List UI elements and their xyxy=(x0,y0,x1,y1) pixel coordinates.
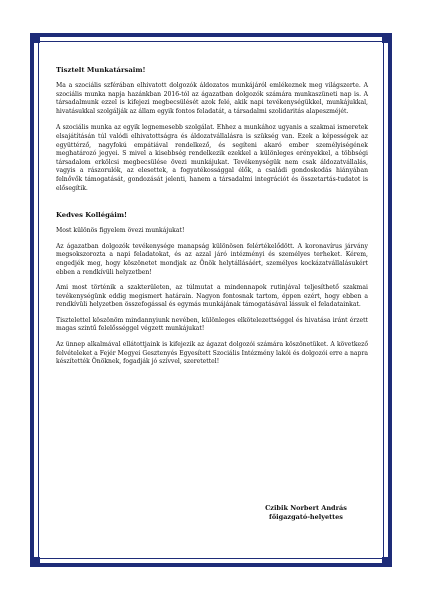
paragraph: A szociális munka az egyik legnemesebb szolgálat. Ehhez a munkához ugyanis a szakmai ismeretek elsajátításán túl valódi elhivatottságra és áldozatvállalásra is szükség van. Ezek a képességek az együttérző, nagyfokú empátiával rendelkező, és segíteni akaró ember személyiségének meghatározó jegyei. S mivel a kisebbség rendelkezik ezekkel a különleges erényekkel, a többségi társadalom erkölcsi megbecsülése övezi munkájukat. Tevékenységük nem csak áldozatvállalás, vagyis a rászorulók, az elesettek, a fogyatékossággal élők, a családi gondoskodás hiányában felnővők támogatását, gondozását jelenti, hanem a társadalmi integrációt és összetartás-tudatot is elősegítik. xyxy=(56,124,368,192)
signature-block xyxy=(258,504,354,522)
paragraph: Ma a szociális szférában elhivatott dolgozók áldozatos munkájáról emlékeznek meg világszerte. A szociális munka napja hazánkban 2016-tól az ágazatban dolgozók számára munkaszüneti nap is. A társadalmunk ezzel is kifejezi megbecsülését azok felé, akik napi tevékenységükkel, munkájukkal, hivatásukkal szolgálják az állam egyik fontos feladatát, a társadalmi szolidaritás alapeszméjét. xyxy=(56,82,368,115)
corner-ornament xyxy=(382,557,392,567)
corner-ornament xyxy=(30,557,40,567)
greeting: Tisztelt Munkatársaim! xyxy=(56,66,146,74)
letter-body xyxy=(56,66,368,374)
paragraph: Tisztelettel köszönöm mindannyiunk nevében, különleges elkötelezettséggel és hivatása iránt érzett magas szintű felelősséggel végzett munkájukat! xyxy=(56,316,368,333)
signature-title: főigazgató-helyettes xyxy=(269,513,343,521)
greeting-colleagues: Kedves Kollégáim! xyxy=(56,211,127,220)
paragraph: Az ünnep alkalmával ellátottjaink is kifejezik az ágazat dolgozói számára köszönetüket. A következő felvételeket a Fejér Megyei Gesztenyés Egyesített Szociális Intézmény lakói és dolgozói erre a napra készítették Önöknek, fogadják jó szívvel, szeretettel! xyxy=(56,341,368,366)
paragraph: Ami most történik a szakterületen, az túlmutat a mindennapok rutinjával teljesíthető szakmai tevékenységünk eddig megismert határain. Nagyon fontosnak tartom, éppen ezért, hogy ebben a rendkívüli helyzetben összefogással és egymás munkájának támogatásával lássuk el feladatainkat. xyxy=(56,284,368,309)
corner-ornament xyxy=(382,33,392,43)
corner-ornament xyxy=(30,33,40,43)
signature-name: Czibik Norbert András xyxy=(265,504,347,512)
paragraph: Az ágazatban dolgozók tevékenysége manapság különösen felértékelődött. A koronavírus járvány megsokszorozta a napi feladatokat, és az azzal járó intézményi és személyes terheket. Kérem, engedjék meg, hogy köszönetet mondjak az Önök helytállásáért, személyes kockázatvállalásukért ebben a rendkívüli helyzetben! xyxy=(56,242,368,276)
paragraph: Most különös figyelem övezi munkájukat! xyxy=(56,227,185,235)
